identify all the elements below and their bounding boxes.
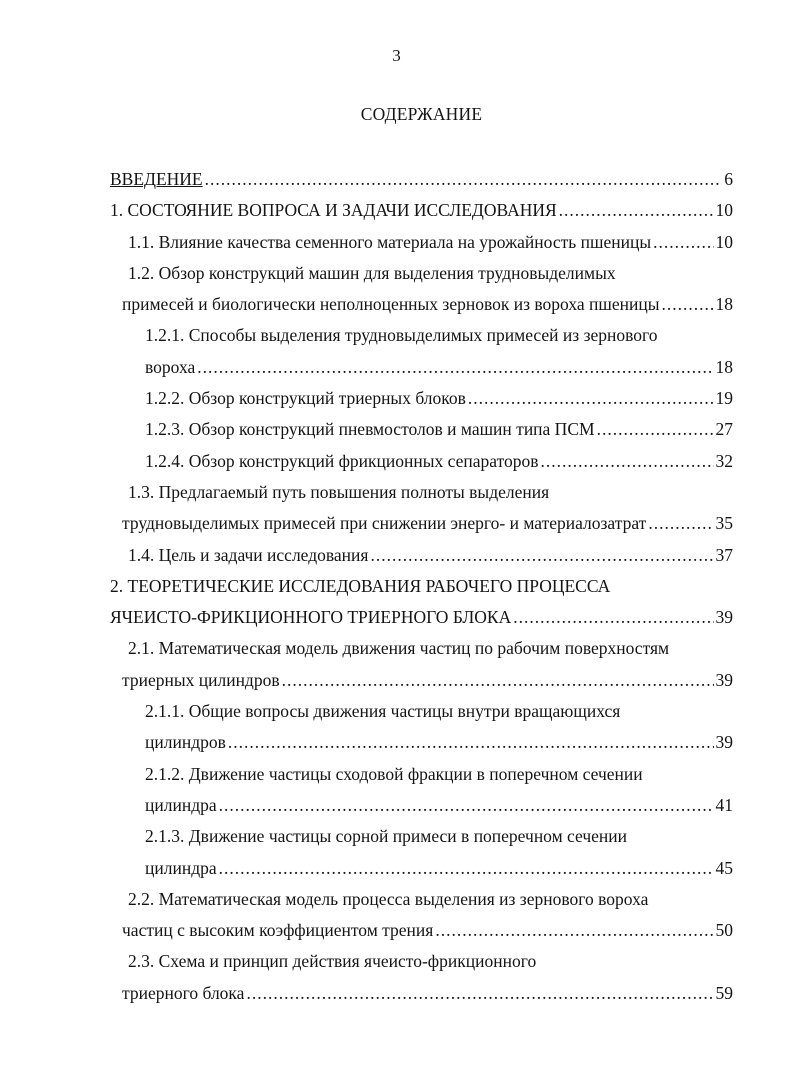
- toc-entry-line: [145, 320, 733, 351]
- toc-entry-last-line: [122, 289, 733, 320]
- toc-page-number: 6: [724, 169, 733, 189]
- toc-entry-title: 2.1.1. Общие вопросы движения частицы внутри вращающихся: [145, 701, 621, 722]
- toc-entry-last-line: [128, 227, 733, 258]
- leader-dots: [282, 665, 714, 696]
- toc-page-number: 35: [715, 513, 733, 534]
- toc-page-number: 19: [715, 388, 733, 409]
- toc-page-number: 10: [715, 231, 733, 252]
- toc-entry: [0, 477, 793, 540]
- leader-dots: [219, 853, 714, 884]
- toc-entry-title: частиц с высоким коэффициентом трения: [122, 920, 434, 941]
- toc-entry-line: [128, 884, 733, 915]
- toc-entry-line: [128, 258, 733, 289]
- toc-entry-last-line: [145, 352, 733, 383]
- page-number: 3: [392, 46, 401, 65]
- toc-entry-title: 1.4. Цель и задачи исследования: [128, 544, 369, 565]
- toc-entry-line: [128, 946, 733, 977]
- toc-entry-title: 1.2.2. Обзор конструкций триерных блоков: [145, 388, 466, 409]
- toc-entry-title: 2.1.3. Движение частицы сорной примеси в поперечном сечении: [145, 826, 628, 847]
- toc-entry-title: 1.3. Предлагаемый путь повышения полноты выделения: [128, 481, 550, 502]
- toc-page-number: 10: [715, 200, 733, 221]
- toc-page-number: 39: [715, 607, 733, 628]
- toc-entry-title: 1.2.4. Обзор конструкций фрикционных сепараторов: [145, 450, 539, 471]
- toc-entry: [0, 258, 793, 321]
- toc-entry-line: [145, 696, 733, 727]
- toc-entry-title: 2. ТЕОРЕТИЧЕСКИЕ ИССЛЕДОВАНИЯ РАБОЧЕГО ПРОЦЕССА: [110, 575, 611, 596]
- leader-dots: [219, 790, 714, 821]
- toc-page-number: 39: [715, 669, 733, 690]
- toc-entry: [0, 571, 793, 634]
- leader-dots: [653, 227, 713, 258]
- toc-page-number: 39: [715, 732, 733, 753]
- leader-dots: [468, 383, 714, 414]
- toc-entry-last-line: [145, 414, 733, 445]
- toc-entry-last-line: [145, 790, 733, 821]
- toc-page-number: 32: [715, 450, 733, 471]
- toc-entry-title: цилиндра: [145, 794, 217, 815]
- toc-entry-title: ВВЕДЕНИЕ: [110, 169, 203, 189]
- toc-entry-last-line: [145, 853, 733, 884]
- toc-page-number: 27: [715, 419, 733, 440]
- toc-entry-last-line: [145, 727, 733, 758]
- toc-entry-last-line: [110, 164, 733, 195]
- toc-entry: [0, 821, 793, 884]
- leader-dots: [197, 352, 713, 383]
- toc-entry-last-line: [122, 508, 733, 539]
- toc-entry: [0, 540, 793, 571]
- toc-entry-last-line: [122, 978, 733, 1009]
- toc-page-number: 41: [715, 794, 733, 815]
- toc-heading: СОДЕРЖАНИЕ: [360, 104, 483, 124]
- toc-entry-last-line: [110, 602, 733, 633]
- toc-entry-title: 1.2. Обзор конструкций машин для выделения трудновыделимых: [128, 262, 616, 283]
- toc-entry-last-line: [110, 195, 733, 226]
- toc-entry: [0, 633, 793, 696]
- toc-entry: [0, 946, 793, 1009]
- toc-page-number: 59: [715, 982, 733, 1003]
- leader-dots: [648, 508, 713, 539]
- leader-dots: [246, 978, 713, 1009]
- toc-entry: [0, 164, 793, 195]
- toc-entry-line: [145, 821, 733, 852]
- toc-page-number: 45: [715, 857, 733, 878]
- toc-entry-title: примесей и биологически неполноценных зерновок из вороха пшеницы: [122, 294, 660, 315]
- leader-dots: [513, 602, 713, 633]
- toc-entry-title: 2.2. Математическая модель процесса выделения из зернового вороха: [128, 888, 649, 909]
- toc-page-number: 18: [715, 294, 733, 315]
- toc-entry-last-line: [128, 540, 733, 571]
- toc-entry-last-line: [145, 446, 733, 477]
- toc-entry: [0, 884, 793, 947]
- toc-entry-title: трудновыделимых примесей при снижении энерго- и материалозатрат: [122, 513, 647, 534]
- leader-dots: [541, 446, 714, 477]
- toc-entry-line: [145, 759, 733, 790]
- toc-entry: [0, 320, 793, 383]
- toc-entry: [0, 383, 793, 414]
- leader-dots: [370, 540, 713, 571]
- toc-entry-title: вороха: [145, 356, 196, 377]
- toc-entry-title: 2.3. Схема и принцип действия ячеисто-фрикционного: [128, 951, 537, 972]
- toc-page-number: 37: [715, 544, 733, 565]
- toc-entry-title: ЯЧЕИСТО-ФРИКЦИОННОГО ТРИЕРНОГО БЛОКА: [110, 607, 512, 628]
- toc-page-number: 18: [715, 356, 733, 377]
- toc-entry-title: 1.2.1. Способы выделения трудновыделимых примесей из зернового: [145, 325, 658, 346]
- toc-entry: [0, 195, 793, 226]
- toc-entry-title: триерного блока: [122, 982, 245, 1003]
- toc-entry-line: [128, 633, 733, 664]
- toc-entry-title: 2.1. Математическая модель движения частиц по рабочим поверхностям: [128, 638, 670, 659]
- toc-entry: [0, 227, 793, 258]
- toc-page-number: 50: [715, 920, 733, 941]
- table-of-contents: [0, 164, 793, 1009]
- toc-entry-line: [128, 477, 733, 508]
- leader-dots: [205, 164, 723, 195]
- toc-entry-title: триерных цилиндров: [122, 669, 280, 690]
- leader-dots: [661, 289, 713, 320]
- toc-entry: [0, 759, 793, 822]
- leader-dots: [228, 727, 714, 758]
- toc-entry-title: цилиндров: [145, 732, 226, 753]
- toc-entry-last-line: [122, 665, 733, 696]
- leader-dots: [597, 414, 714, 445]
- toc-entry-last-line: [122, 915, 733, 946]
- toc-entry-title: 1.1. Влияние качества семенного материала на урожайность пшеницы: [128, 231, 652, 252]
- toc-entry-last-line: [145, 383, 733, 414]
- toc-entry-title: 1. СОСТОЯНИЕ ВОПРОСА И ЗАДАЧИ ИССЛЕДОВАНИЯ: [110, 200, 557, 221]
- toc-entry: [0, 696, 793, 759]
- toc-entry-title: 1.2.3. Обзор конструкций пневмостолов и машин типа ПСМ: [145, 419, 595, 440]
- toc-entry: [0, 414, 793, 445]
- toc-entry-title: 2.1.2. Движение частицы сходовой фракции в поперечном сечении: [145, 763, 643, 784]
- toc-entry-title: цилиндра: [145, 857, 217, 878]
- toc-entry-line: [110, 571, 733, 602]
- leader-dots: [559, 195, 714, 226]
- leader-dots: [435, 915, 713, 946]
- toc-entry: [0, 446, 793, 477]
